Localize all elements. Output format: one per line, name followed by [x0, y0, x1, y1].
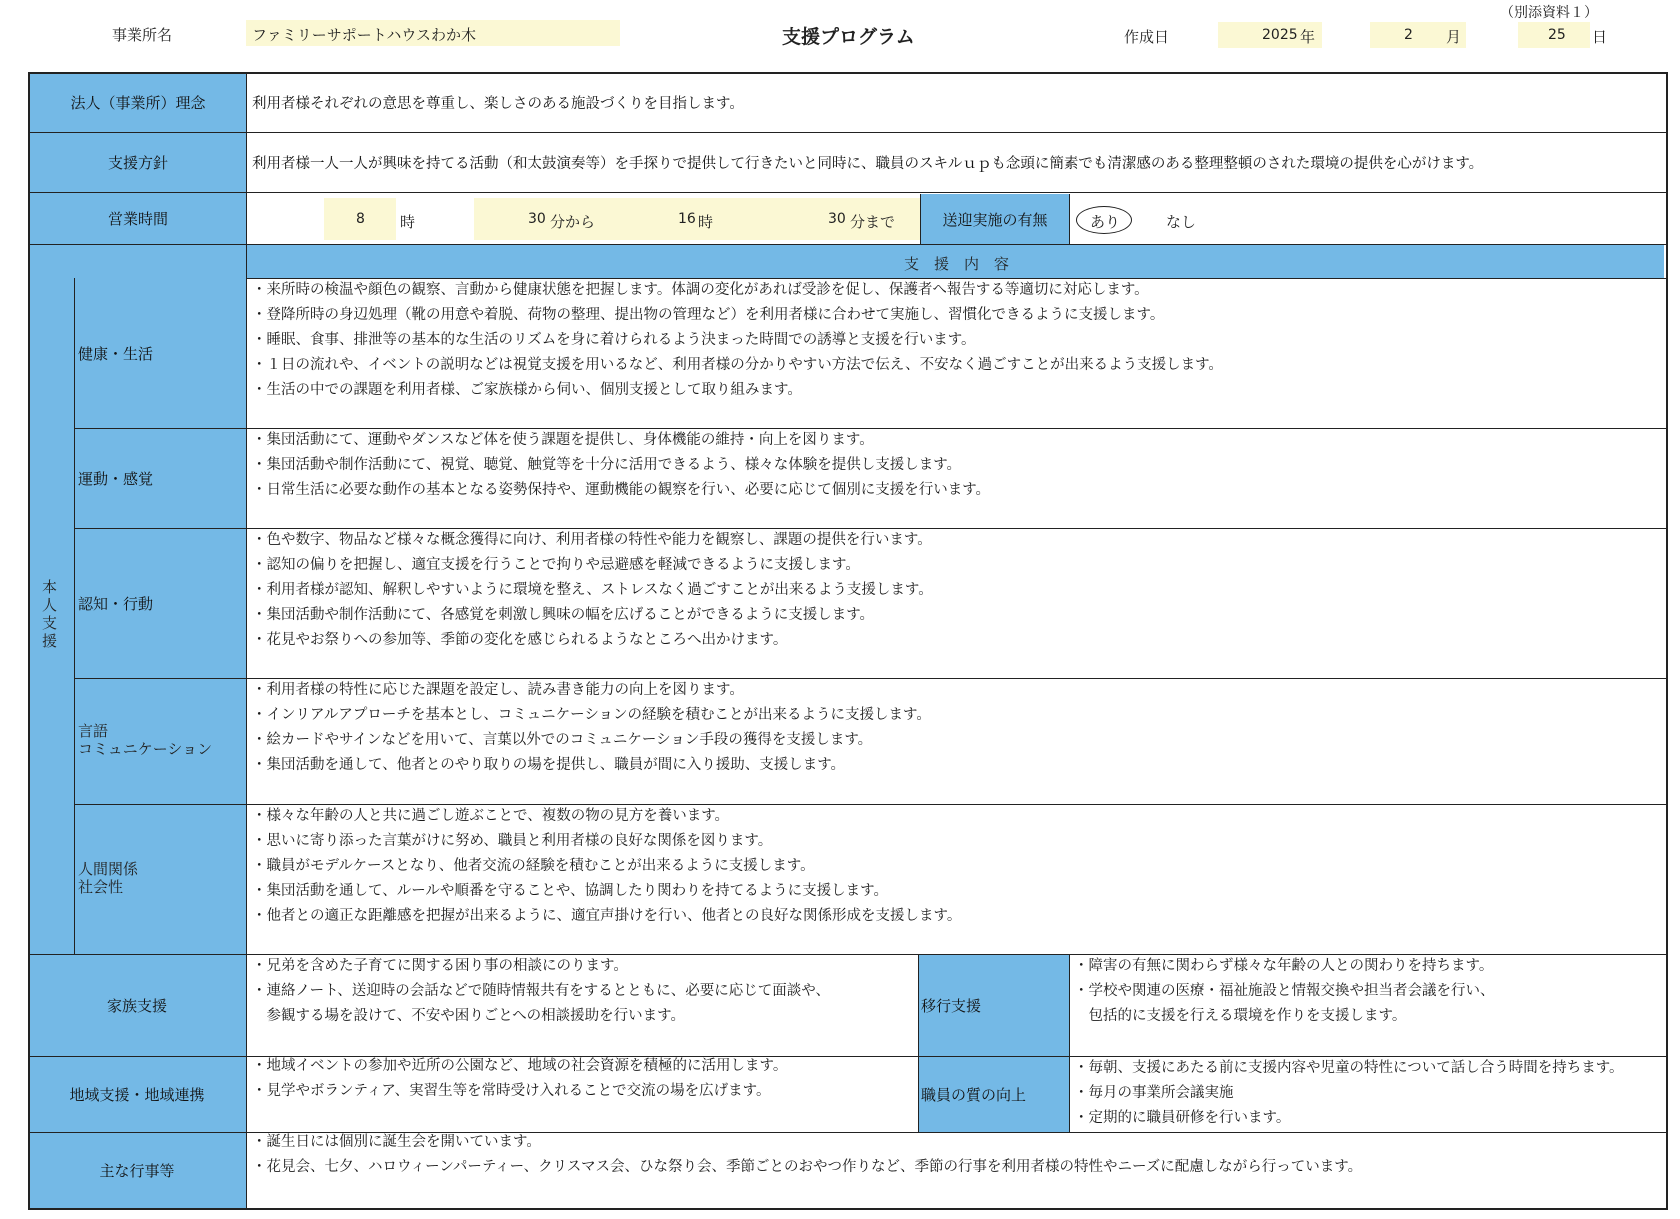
created-label: 作成日: [1124, 28, 1170, 46]
section-social-items: [252, 804, 961, 929]
philosophy-label: 法人（事業所）理念: [70, 93, 206, 112]
list-item: ・登降所時の身辺処理（靴の用意や着脱、荷物の整理、提出物の管理など）を利用者様に合わせて実施し、習慣化できるように支援します。: [252, 307, 1165, 323]
section-health-items: [252, 278, 1223, 403]
from-text: 分から: [550, 213, 596, 231]
attachment-note: （別添資料１）: [1500, 5, 1598, 21]
section-motor-items: [252, 428, 990, 503]
section-label-language: 言語 コミュニケーション: [78, 722, 213, 758]
list-item: ・睡眠、食事、排泄等の基本的な生活のリズムを身に着けられるよう決まった時間での誘導と支援を行います。: [252, 332, 976, 348]
list-item: ・誕生日には個別に誕生会を開いています。: [252, 1134, 541, 1150]
day-unit: 日: [1592, 28, 1608, 46]
office-label: 事業所名: [112, 26, 173, 44]
list-item: ・定期的に職員研修を行います。: [1074, 1110, 1291, 1126]
section-label-cognition: 認知・行動: [78, 594, 154, 613]
list-item: ・インリアルアプローチを基本とし、コミュニケーションの経験を積むことが出来るように支援します。: [252, 707, 931, 723]
transport-label: 送迎実施の有無: [942, 210, 1048, 229]
start-hour-unit: 時: [400, 213, 416, 231]
until-text: 分まで: [850, 213, 896, 231]
list-item: ・集団活動にて、運動やダンスなど体を使う課題を提供し、身体機能の維持・向上を図ります。: [252, 432, 874, 448]
list-item: ・花見やお祭りへの参加等、季節の変化を感じられるようなところへ出かけます。: [252, 632, 788, 648]
list-item: ・毎朝、支援にあたる前に支援内容や児童の特性について話し合う時間を持ちます。: [1074, 1060, 1624, 1076]
events-items: [252, 1130, 1362, 1180]
end-min: 30: [828, 211, 846, 227]
transport-no: なし: [1166, 213, 1197, 231]
content-header: 支 援 内 容: [904, 255, 1010, 273]
section-label-social: 人間関係 社会性: [78, 860, 139, 896]
transition-support-label: 移行支援: [921, 996, 982, 1015]
list-item: ・様々な年齢の人と共に過ごし遊ぶことで、複数の物の見方を養います。: [252, 808, 730, 824]
philosophy-text: 利用者様それぞれの意思を尊重し、楽しさのある施設づくりを目指します。: [252, 95, 744, 112]
list-item: ・職員がモデルケースとなり、他者交流の経験を積むことが出来るように支援します。: [252, 858, 815, 874]
policy-text: 利用者様一人一人が興味を持てる活動（和太鼓演奏等）を手探りで提供して行きたいと同時に、職員のスキルｕｐも念頭に簡素でも清潔感のある整理整頓のされた環境の提供を心がけます。: [252, 155, 1484, 172]
staff-quality-label: 職員の質の向上: [921, 1085, 1027, 1104]
list-item: ・認知の偏りを把握し、適宜支援を行うことで拘りや忌避感を軽減できるように支援します。: [252, 557, 860, 573]
list-item: 参観する場を設けて、不安や困りごとへの相談援助を行います。: [252, 1008, 685, 1024]
list-item: ・色や数字、物品など様々な概念獲得に向け、利用者様の特性や能力を観察し、課題の提供を行います。: [252, 532, 932, 548]
end-hour-unit: 時: [698, 213, 714, 231]
office-name: ファミリーサポートハウスわか木: [252, 26, 476, 44]
list-item: ・連絡ノート、送迎時の会話などで随時情報共有をするとともに、必要に応じて面談や、: [252, 983, 830, 999]
list-item: ・集団活動を通して、他者とのやり取りの場を提供し、職員が間に入り援助、支援します。: [252, 757, 846, 773]
transport-yes: あり: [1090, 213, 1121, 231]
list-item: ・利用者様の特性に応じた課題を設定し、読み書き能力の向上を図ります。: [252, 682, 744, 698]
events-label: 主な行事等: [99, 1161, 175, 1180]
personal-support-label: 本人支援: [42, 578, 58, 650]
transition-support-items: [1074, 954, 1495, 1029]
page-title: 支援プログラム: [782, 26, 915, 48]
list-item: ・障害の有無に関わらず様々な年齢の人との関わりを持ちます。: [1074, 958, 1494, 974]
year-value: 2025: [1262, 27, 1298, 43]
list-item: ・利用者様が認知、解釈しやすいように環境を整え、ストレスなく過ごすことが出来るよう支援します。: [252, 582, 933, 598]
list-item: ・思いに寄り添った言葉がけに努め、職員と利用者様の良好な関係を図ります。: [252, 833, 773, 849]
list-item: ・兄弟を含めた子育てに関する困り事の相談にのります。: [252, 958, 628, 974]
end-hour: 16: [678, 211, 696, 227]
community-support-label: 地域支援・地域連携: [69, 1085, 205, 1104]
list-item: ・日常生活に必要な動作の基本となる姿勢保持や、運動機能の観察を行い、必要に応じて個別に支援を行います。: [252, 482, 991, 498]
family-support-items: [252, 954, 830, 1029]
list-item: ・来所時の検温や顔色の観察、言動から健康状態を把握します。体調の変化があれば受診を促し、保護者へ報告する等適切に対応します。: [252, 282, 1149, 298]
list-item: ・集団活動や制作活動にて、視覚、聴覚、触覚等を十分に活用できるよう、様々な体験を提供し支援します。: [252, 457, 962, 473]
list-item: ・集団活動を通して、ルールや順番を守ることや、協調したり関わりを持てるように支援します。: [252, 883, 888, 899]
list-item: ・１日の流れや、イベントの説明などは視覚支援を用いるなど、利用者様の分かりやすい方法で伝え、不安なく過ごすことが出来るよう支援します。: [252, 357, 1223, 373]
list-item: ・生活の中での課題を利用者様、ご家族様から伺い、個別支援として取り組みます。: [252, 382, 802, 398]
start-hour: 8: [356, 211, 365, 227]
month-unit: 月: [1446, 28, 1462, 46]
list-item: ・地域イベントの参加や近所の公園など、地域の社会資源を積極的に活用します。: [252, 1058, 788, 1074]
section-language-items: [252, 678, 931, 778]
hours-label: 営業時間: [107, 209, 168, 228]
start-min: 30: [528, 211, 546, 227]
list-item: ・学校や関連の医療・福祉施設と情報交換や担当者会議を行い、: [1074, 983, 1495, 999]
community-support-items: [252, 1054, 787, 1104]
list-item: ・集団活動や制作活動にて、各感覚を刺激し興味の幅を広げることができるように支援します。: [252, 607, 875, 623]
list-item: ・絵カードやサインなどを用いて、言葉以外でのコミュニケーション手段の獲得を支援します。: [252, 732, 873, 748]
policy-label: 支援方針: [107, 153, 168, 172]
section-label-health: 健康・生活: [78, 344, 154, 363]
list-item: 包括的に支援を行える環境を作りを支援します。: [1074, 1008, 1407, 1024]
section-label-motor: 運動・感覚: [78, 469, 154, 488]
section-cognition-items: [252, 528, 933, 653]
month-value: 2: [1404, 27, 1413, 43]
year-unit: 年: [1300, 28, 1316, 46]
day-value: 25: [1548, 27, 1566, 43]
list-item: ・見学やボランティア、実習生等を常時受け入れることで交流の場を広げます。: [252, 1083, 771, 1099]
list-item: ・花見会、七夕、ハロウィーンパーティー、クリスマス会、ひな祭り会、季節ごとのおやつ作りなど、季節の行事を利用者様の特性やニーズに配慮しながら行っています。: [252, 1159, 1363, 1175]
list-item: ・毎月の事業所会議実施: [1074, 1085, 1234, 1101]
staff-quality-items: [1074, 1056, 1624, 1131]
list-item: ・他者との適正な距離感を把握が出来るように、適宜声掛けを行い、他者との良好な関係形成を支援します。: [252, 908, 962, 924]
family-support-label: 家族支援: [106, 996, 167, 1015]
